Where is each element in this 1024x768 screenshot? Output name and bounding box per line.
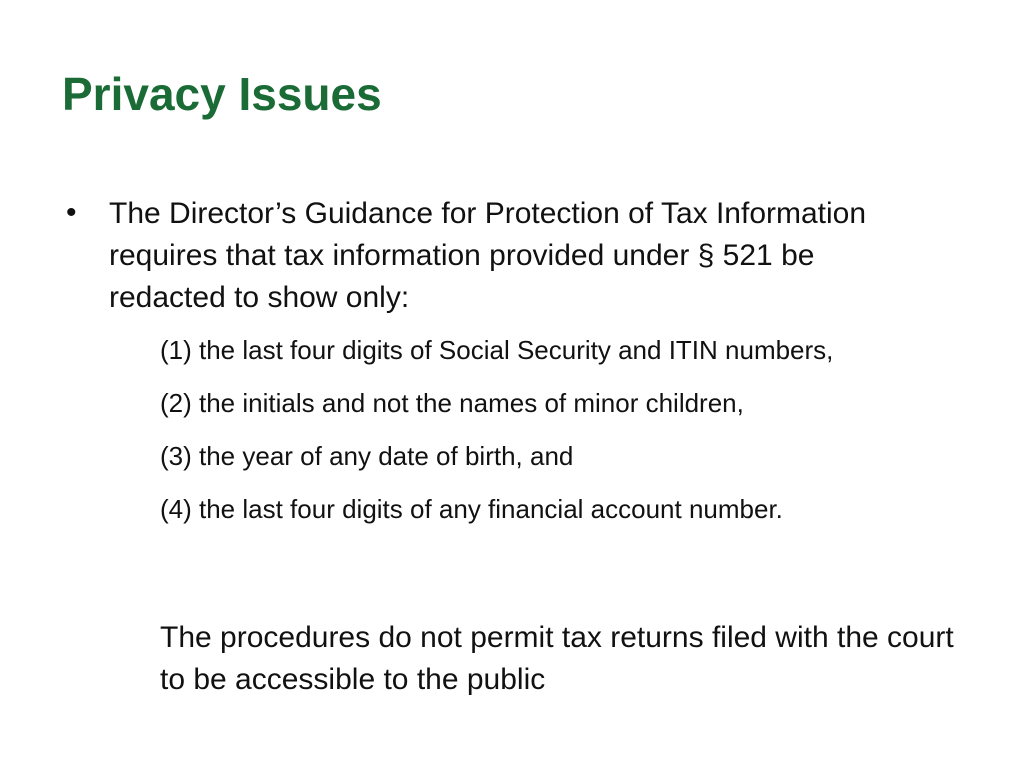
bullet-symbol: •: [66, 196, 77, 229]
redaction-list: [160, 332, 880, 544]
redaction-item-4: (4) the last four digits of any financial account number.: [160, 494, 783, 524]
redaction-item-2: (2) the initials and not the names of minor children,: [160, 388, 744, 418]
closing-statement: The procedures do not permit tax returns filed with the court to be accessible to the public: [160, 621, 954, 696]
bullet-text: The Director’s Guidance for Protection of Tax Information requires that tax information provided under § 521 be redacted to show only:: [109, 197, 867, 314]
slide-title: Privacy Issues: [62, 68, 382, 120]
redaction-item-1: (1) the last four digits of Social Security and ITIN numbers,: [160, 335, 834, 365]
redaction-item-3: (3) the year of any date of birth, and: [160, 441, 574, 471]
